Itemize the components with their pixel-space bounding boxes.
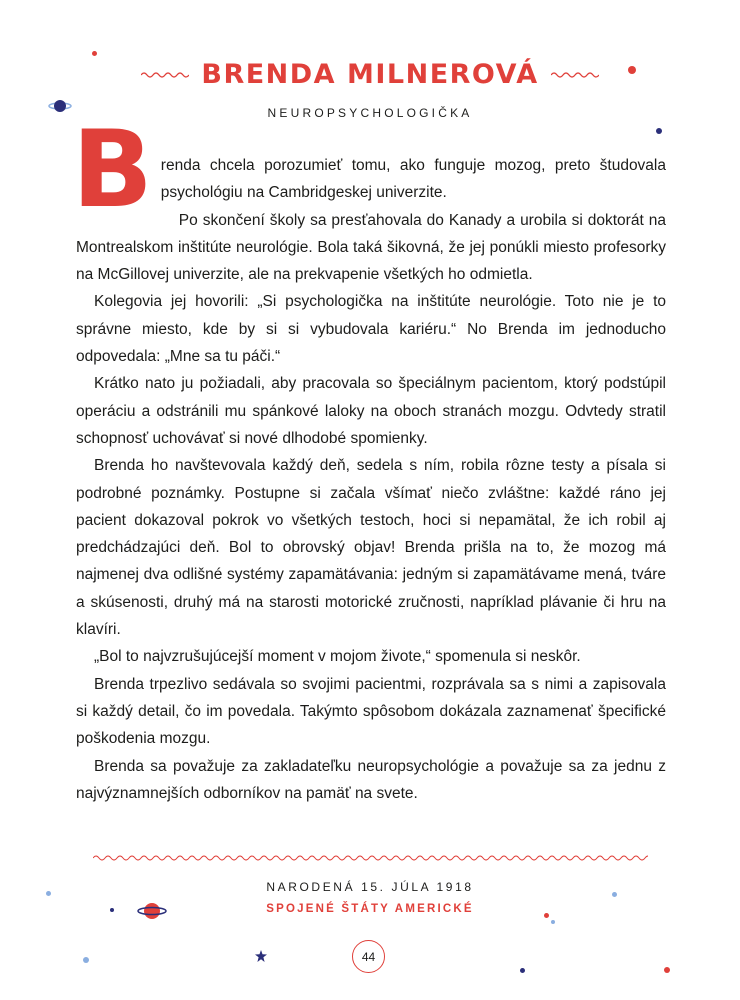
page-title: BRENDA MILNEROVÁ (201, 59, 539, 90)
paragraph: Brenda ho navštevovala každý deň, sedela s ním, robila rôzne testy a písala si podrobné poznámky. Postupne si začala všímať niečo zvláštne: každé ráno jej pacient dokazoval pokrok vo všetkých testoch, hoci si nepamätal, že ich robil aj predchádzajúci deň. Bol to obrovský objav! Brenda prišla na to, že mozog má najmenej dva odlišné systémy zapamätávania: jedným si zapamätávame mená, tváre a skúsenosti, druhý má na starosti motorické zručnosti, napríklad plávanie či hru na klavíri. (76, 457, 666, 639)
decor-dot (664, 967, 670, 973)
birth-date: NARODENÁ 15. JÚLA 1918 (266, 880, 474, 894)
decor-dot (551, 920, 555, 924)
paragraph: Brenda sa považuje za zakladateľku neuropsychológie a považuje sa za jednu z najvýznamnejších odborníkov na pamäť na svete. (76, 757, 666, 802)
decor-dot (92, 51, 97, 56)
star-icon (255, 950, 267, 962)
decor-dot (656, 128, 662, 134)
drop-cap: B (72, 108, 153, 231)
paragraph: Brenda trpezlivo sedávala so svojimi pacientmi, rozprávala sa s nimi a zapisovala si každý detail, čo im povedala. Takýmto spôsobom dokázala zaznamenať špecifické poškodenia mozgu. (76, 675, 666, 748)
paragraph: Kolegovia jej hovorili: „Si psychologička na inštitúte neurológie. Toto nie je to správne miesto, kde by si si vybudovala kariéru.“ No Brenda im jednoducho odpovedala: „Mne sa tu páči.“ (76, 293, 666, 366)
paragraph: „Bol to najvzrušujúcejší moment v mojom živote,“ spomenula si neskôr. (94, 648, 581, 666)
paragraph-text: renda chcela porozumieť tomu, ako funguje mozog, preto študovala psychológiu na Cambridgeskej univerzite. (160, 157, 666, 202)
wave-ornament-icon (551, 69, 599, 81)
title-row (0, 58, 740, 92)
subtitle-profession: NEUROPSYCHOLOGIČKA (267, 106, 473, 120)
paragraph: Krátko nato ju požiadali, aby pracovala so špeciálnym pacientom, ktorý podstúpil operáciu a odstránili mu spánkové laloky na oboch stranách mozgu. Odvtedy stratil schopnosť uchovávať si nové dlhodobé spomienky. (76, 375, 666, 447)
wave-ornament-icon (141, 69, 189, 81)
birth-country: SPOJENÉ ŠTÁTY AMERICKÉ (266, 903, 474, 915)
paragraph: Po skončení školy sa presťahovala do Kanady a urobila si doktorát na Montrealskom inštitúte neurológie. Bola taká šikovná, že jej ponúkli miesto profesorky na McGillovej univerzite, ale na prekvapenie všetkých ho odmietla. (76, 211, 666, 284)
decor-dot (520, 968, 525, 973)
wave-divider (93, 852, 648, 864)
decor-dot (83, 957, 89, 963)
page-number: 44 (352, 940, 385, 973)
